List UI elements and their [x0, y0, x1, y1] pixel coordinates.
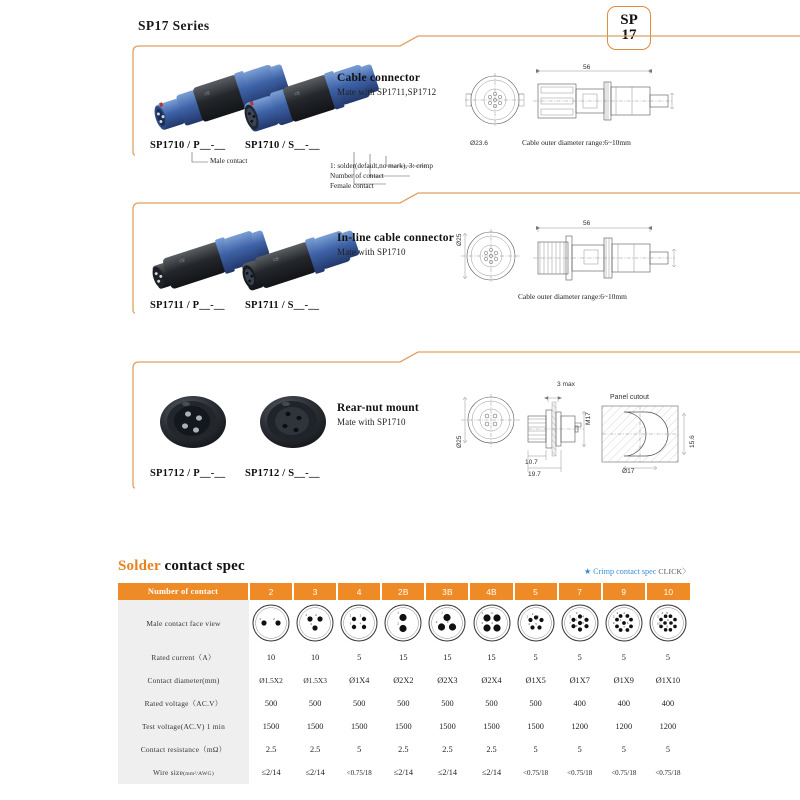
cell-r5-c1: 2.5 — [309, 745, 321, 754]
cell-r6-c9: <0.75/18 — [655, 768, 681, 777]
cell-r2-c7: Ø1X7 — [569, 676, 590, 685]
cell-r5-c4: 2.5 — [442, 745, 453, 754]
svg-text:9: 9 — [612, 621, 615, 626]
svg-text:2: 2 — [568, 614, 571, 619]
section-1-title: Cable connector — [337, 72, 421, 84]
callout-female-contact: Female contact — [330, 182, 374, 190]
part-number-male-2: SP1711 / P__-__ — [150, 300, 225, 311]
contact-face-view-5 — [514, 600, 558, 646]
svg-text:3: 3 — [536, 614, 539, 619]
face-diameter-2: Ø25 — [456, 233, 463, 246]
svg-text:1: 1 — [619, 617, 622, 622]
cell-r4-c0: 1500 — [262, 722, 280, 731]
svg-text:3: 3 — [616, 610, 618, 615]
header-contact-10: 10 — [646, 583, 690, 600]
row-label — [118, 761, 249, 784]
dim-depth-large: 19.7 — [528, 471, 541, 478]
svg-text:2: 2 — [397, 621, 400, 626]
header-number-of-contact: Number of contact — [118, 583, 249, 600]
dim-thread-m17: M17 — [585, 412, 592, 425]
cell-r1-c7: 5 — [577, 653, 582, 662]
svg-text:3: 3 — [447, 620, 449, 625]
row-label: Male contact face view — [118, 600, 249, 646]
cell-r4-c6: 1500 — [527, 722, 544, 731]
section-2-title: In-line cable connector — [337, 232, 455, 244]
contact-face-view-3B — [425, 600, 469, 646]
svg-text:2: 2 — [436, 620, 438, 625]
svg-text:3: 3 — [575, 611, 578, 616]
svg-text:4: 4 — [527, 622, 530, 627]
svg-text:1: 1 — [397, 610, 400, 615]
svg-text:1: 1 — [305, 613, 308, 618]
cell-r3-c9: 400 — [661, 699, 675, 708]
contact-face-view-2 — [249, 600, 293, 646]
table-row — [118, 600, 690, 646]
contact-face-view-10 — [646, 600, 690, 646]
svg-text:6: 6 — [670, 614, 673, 619]
cell-r1-c8: 5 — [621, 653, 626, 662]
cell-r1-c6: 5 — [533, 653, 538, 662]
cell-r4-c4: 1500 — [439, 722, 456, 731]
row-label: Test voltage(AC.V) 1 min — [118, 715, 249, 738]
cell-r5-c6: 5 — [533, 745, 538, 754]
contact-face-view-9 — [602, 600, 646, 646]
face-diameter-1: Ø23.6 — [470, 140, 488, 147]
section-3-title: Rear-nut mount — [337, 402, 419, 414]
section-1-subtitle: Mate with SP1711,SP1712 — [337, 87, 437, 97]
dim-3max: 3 max — [557, 381, 575, 388]
row-label-units: (mm²/AWG) — [183, 771, 214, 777]
header-contact-5: 5 — [514, 583, 558, 600]
cell-r4-c8: 1200 — [615, 722, 633, 731]
cell-r4-c2: 1500 — [350, 722, 368, 731]
star-icon: ★ — [583, 567, 592, 576]
cell-r2-c9: Ø1X10 — [655, 676, 681, 685]
table-row — [118, 761, 690, 784]
crimp-link-click: CLICK〉 — [658, 567, 690, 576]
part-number-female-3: SP1712 / S__-__ — [245, 468, 320, 479]
svg-text:4: 4 — [623, 610, 625, 615]
cell-r2-c4: Ø2X3 — [437, 676, 458, 685]
header-contact-2B: 2B — [381, 583, 425, 600]
cell-r5-c7: 5 — [577, 745, 582, 754]
contact-face-view-2B — [381, 600, 425, 646]
header-contact-4B: 4B — [469, 583, 513, 600]
cell-r3-c6: 500 — [529, 699, 542, 708]
table-row — [118, 692, 690, 715]
cell-r5-c3: 2.5 — [398, 745, 409, 754]
cell-r2-c3: Ø2X2 — [393, 676, 414, 685]
cell-r2-c8: Ø1X9 — [613, 676, 634, 685]
cell-r6-c4: ≤2/14 — [437, 768, 458, 777]
contact-face-view-4B — [469, 600, 513, 646]
cell-r1-c9: 5 — [665, 653, 670, 662]
svg-text:1: 1 — [259, 617, 261, 622]
table-row — [118, 715, 690, 738]
svg-text:1: 1 — [349, 613, 352, 618]
svg-text:5: 5 — [581, 620, 584, 625]
contact-face-view-7 — [558, 600, 602, 646]
cell-r2-c1: Ø1.5X3 — [303, 676, 327, 685]
cell-r6-c2: <0.75/18 — [346, 768, 372, 777]
cell-r2-c6: Ø1X5 — [525, 676, 546, 685]
cell-r3-c8: 400 — [617, 699, 631, 708]
dim-depth-small: 10.7 — [525, 459, 538, 466]
cell-r3-c5: 500 — [485, 699, 498, 708]
cell-r4-c1: 1500 — [306, 722, 324, 731]
svg-text:4: 4 — [490, 621, 493, 626]
panel-cutout-label: Panel cutout — [610, 394, 649, 401]
svg-text:2: 2 — [490, 611, 493, 616]
row-label: Rated current（A） — [118, 646, 249, 669]
cell-r3-c0: 500 — [264, 699, 278, 708]
svg-text:1: 1 — [480, 611, 483, 616]
svg-text:3: 3 — [656, 614, 659, 619]
length-dim-2: 56 — [583, 220, 591, 227]
cell-r2-c0: Ø1.5X2 — [259, 676, 283, 685]
cell-r6-c5: ≤2/14 — [481, 768, 502, 777]
spec-table-title — [118, 558, 245, 575]
cell-r3-c7: 400 — [573, 699, 586, 708]
header-contact-3: 3 — [293, 583, 337, 600]
part-number-female-2: SP1711 / S__-__ — [245, 300, 320, 311]
connector-photo-male-3 — [148, 388, 238, 454]
svg-text:3: 3 — [349, 621, 352, 626]
svg-text:5: 5 — [626, 614, 629, 619]
cable-note-2: Cable outer diameter range:6~10mm — [518, 292, 627, 301]
cell-r3-c4: 500 — [441, 699, 454, 708]
cell-r4-c9: 1200 — [659, 722, 677, 731]
callout-male-contact: Male contact — [210, 157, 248, 165]
cell-r1-c5: 15 — [487, 653, 496, 662]
cell-r6-c8: <0.75/18 — [611, 768, 637, 777]
cell-r1-c2: 5 — [357, 653, 362, 662]
svg-text:CE: CE — [203, 90, 211, 97]
svg-text:6: 6 — [575, 624, 578, 629]
cell-r6-c7: <0.75/18 — [567, 768, 593, 777]
table-row — [118, 669, 690, 692]
svg-text:2: 2 — [666, 617, 669, 622]
part-number-male-3: SP1712 / P__-__ — [150, 468, 226, 479]
svg-text:1: 1 — [525, 614, 528, 619]
row-label: Contact resistance（mΩ） — [118, 738, 249, 761]
cell-r5-c5: 2.5 — [486, 745, 497, 754]
cell-r4-c5: 1500 — [483, 722, 500, 731]
svg-text:2: 2 — [531, 612, 533, 617]
row-label: Contact diameter(mm) — [118, 669, 249, 692]
cell-r3-c2: 500 — [353, 699, 366, 708]
cable-note-1: Cable outer diameter range:6~10mm — [522, 138, 631, 147]
cell-r6-c0: ≤2/14 — [261, 768, 281, 777]
row-label-main: Wire size — [153, 768, 184, 777]
face-diameter-3: Ø25 — [456, 435, 463, 448]
svg-text:4: 4 — [359, 621, 362, 626]
svg-text:3: 3 — [310, 622, 313, 627]
contact-face-view-3 — [293, 600, 337, 646]
svg-text:6: 6 — [626, 621, 629, 626]
svg-text:2: 2 — [359, 613, 362, 618]
cell-r5-c9: 5 — [665, 745, 670, 754]
svg-text:2: 2 — [612, 614, 615, 619]
svg-text:4: 4 — [661, 611, 664, 616]
series-badge-line1: SP — [620, 11, 638, 28]
section-3-subtitle: Mate with SP1710 — [337, 417, 406, 427]
svg-text:8: 8 — [666, 624, 668, 629]
header-contact-2: 2 — [249, 583, 293, 600]
contact-face-view-4 — [337, 600, 381, 646]
cell-r4-c7: 1200 — [571, 722, 588, 731]
dim-cutout-height: 15.6 — [689, 435, 696, 448]
cell-r6-c1: ≤2/14 — [305, 768, 325, 777]
dim-cutout-diameter: Ø17 — [622, 468, 635, 475]
part-number-female-1: SP1710 / S__-__ — [245, 140, 320, 151]
cell-r6-c3: ≤2/14 — [393, 768, 413, 777]
crimp-contact-spec-link[interactable] — [584, 566, 690, 577]
cell-r1-c3: 15 — [399, 653, 408, 662]
cell-r5-c2: 5 — [357, 745, 362, 754]
svg-text:CE: CE — [272, 255, 280, 263]
cell-r5-c0: 2.5 — [265, 745, 277, 754]
crimp-link-text: Crimp contact spec — [593, 567, 657, 576]
svg-text:CE: CE — [178, 257, 186, 264]
cell-r3-c1: 500 — [308, 699, 322, 708]
callout-number-of-contact: Number of contact — [330, 172, 384, 180]
header-contact-9: 9 — [602, 583, 646, 600]
length-dim-1: 56 — [583, 64, 591, 71]
svg-text:2: 2 — [315, 613, 318, 618]
cell-r6-c6: <0.75/18 — [523, 768, 549, 777]
svg-text:7: 7 — [623, 624, 625, 629]
part-number-male-1: SP1710 / P__-__ — [150, 140, 226, 151]
cell-r1-c0: 10 — [266, 653, 276, 662]
svg-text:1: 1 — [575, 617, 578, 622]
cell-r1-c1: 10 — [310, 653, 320, 662]
section-2-subtitle: Mate with SP1710 — [337, 247, 406, 257]
cell-r2-c5: Ø2X4 — [481, 676, 502, 685]
connector-photo-female-3 — [248, 388, 338, 454]
callout-solder-crimp: 1: solder(default,no mark), 3: crimp — [330, 162, 433, 170]
face-view-drawing-3 — [455, 390, 521, 456]
table-header-row — [118, 583, 690, 600]
svg-text:7: 7 — [670, 621, 673, 626]
svg-text:1: 1 — [441, 610, 444, 615]
spec-title-accent: Solder — [118, 558, 161, 574]
cell-r1-c4: 15 — [443, 653, 452, 662]
svg-text:4: 4 — [581, 614, 584, 619]
svg-text:5: 5 — [666, 611, 668, 616]
series-badge-line2: 17 — [621, 27, 637, 43]
table-row — [118, 738, 690, 761]
svg-text:CE: CE — [293, 90, 301, 97]
header-contact-3B: 3B — [425, 583, 469, 600]
svg-text:5: 5 — [534, 622, 537, 627]
panel-cutout-drawing — [598, 404, 698, 480]
solder-contact-spec-table — [118, 583, 690, 784]
spec-title-rest: contact spec — [160, 558, 245, 574]
row-label: Rated voltage（AC.V） — [118, 692, 249, 715]
header-contact-7: 7 — [558, 583, 602, 600]
cell-r2-c2: Ø1X4 — [349, 676, 370, 685]
header-contact-4: 4 — [337, 583, 381, 600]
cell-r5-c8: 5 — [621, 745, 626, 754]
svg-text:2: 2 — [273, 617, 275, 622]
page-title: SP17 Series — [138, 18, 210, 33]
svg-text:3: 3 — [480, 621, 483, 626]
svg-text:7: 7 — [568, 620, 571, 625]
cell-r4-c3: 1500 — [395, 722, 412, 731]
cell-r3-c3: 500 — [397, 699, 410, 708]
svg-text:10: 10 — [656, 621, 661, 626]
table-row — [118, 646, 690, 669]
